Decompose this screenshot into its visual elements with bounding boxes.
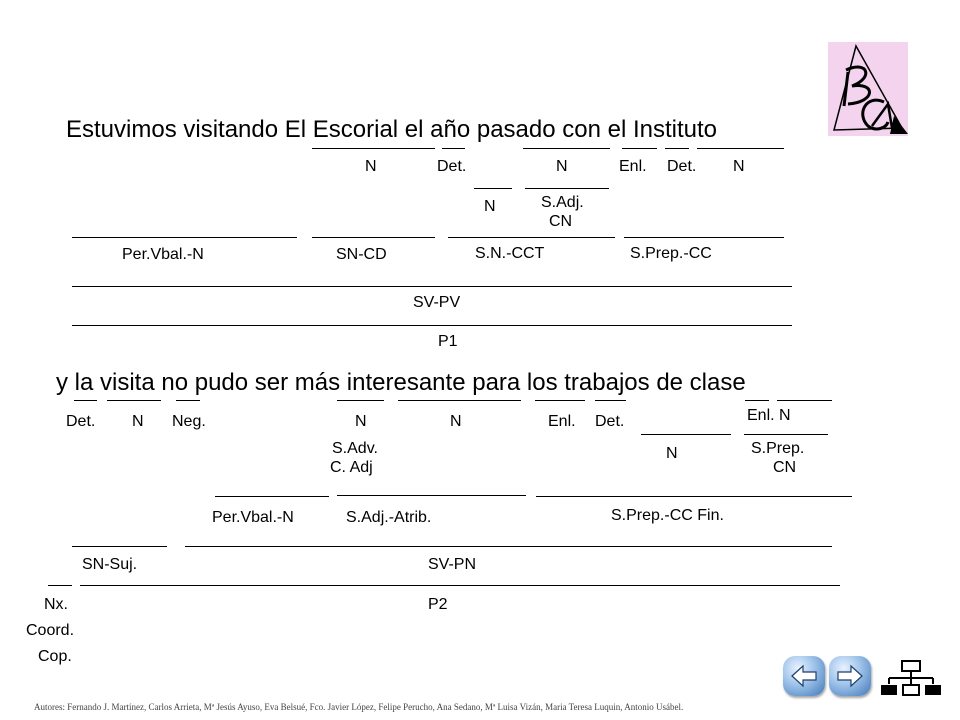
underline <box>312 148 435 149</box>
label-sadj-atrib: S.Adj.-Atrib. <box>346 509 432 526</box>
underline <box>523 148 610 149</box>
label-det: Det. <box>437 158 467 175</box>
underline <box>48 585 72 586</box>
tree-diagram-icon <box>878 660 944 700</box>
label-cop: Cop. <box>38 648 72 665</box>
underline <box>697 148 784 149</box>
label-sn-suj: SN-Suj. <box>82 556 138 573</box>
label-per-vbal: Per.Vbal.-N <box>122 246 204 263</box>
label-sprep-cc-fin: S.Prep.-CC Fin. <box>611 507 724 524</box>
underline <box>185 546 832 547</box>
label-enl: Enl. <box>548 413 576 430</box>
underline <box>448 237 615 238</box>
underline <box>745 400 769 401</box>
label-p2: P2 <box>428 596 448 613</box>
underline <box>624 237 784 238</box>
underline <box>474 188 512 189</box>
underline <box>215 496 329 497</box>
back-button[interactable] <box>783 656 825 696</box>
label-cn: CN <box>549 213 573 230</box>
label-sv-pn: SV-PN <box>428 556 477 573</box>
underline <box>74 400 97 401</box>
underline <box>72 325 792 326</box>
label-sprep: S.Prep. <box>751 440 805 457</box>
underline <box>398 400 521 401</box>
underline <box>536 496 852 497</box>
label-nx: Nx. <box>44 596 68 613</box>
credits: Autores: Fernando J. Martínez, Carlos Arrieta, Mª Jesús Ayuso, Eva Belsué, Fco. Javier López, Felipe Perucho, Ana Sedano, Mª Luisa Vizán, Maria Teresa Luquin, Antonio Usábel. <box>34 702 684 712</box>
underline <box>744 434 828 435</box>
underline <box>72 546 167 547</box>
sentence-1: Estuvimos visitando El Escorial el año pasado con el Instituto <box>66 116 718 143</box>
label-neg: Neg. <box>172 413 206 430</box>
index-button[interactable] <box>878 660 944 700</box>
label-cn: CN <box>773 459 797 476</box>
underline <box>80 585 840 586</box>
label-c-adj: C. Adj <box>330 459 373 476</box>
label-n: N <box>484 198 496 215</box>
label-n: N <box>733 158 745 175</box>
label-n: N <box>556 158 568 175</box>
underline <box>641 434 731 435</box>
label-p1: P1 <box>438 333 458 350</box>
label-sadv: S.Adv. <box>332 440 378 457</box>
label-enl-n: Enl. N <box>747 407 791 424</box>
underline <box>312 237 435 238</box>
underline <box>442 148 465 149</box>
underline <box>535 400 585 401</box>
underline <box>595 400 626 401</box>
underline <box>176 400 200 401</box>
back-arrow-icon <box>783 656 825 696</box>
label-det: Det. <box>667 158 697 175</box>
label-sprep-cc: S.Prep.-CC <box>630 245 712 262</box>
sentence-2: y la visita no pudo ser más interesante para los trabajos de clase <box>56 369 746 396</box>
underline <box>107 400 161 401</box>
label-det: Det. <box>595 413 625 430</box>
label-coord: Coord. <box>26 622 75 639</box>
underline <box>525 188 609 189</box>
forward-button[interactable] <box>829 656 871 696</box>
label-sv-pv: SV-PV <box>413 294 461 311</box>
forward-arrow-icon <box>829 656 871 696</box>
underline <box>622 148 657 149</box>
label-per-vbal: Per.Vbal.-N <box>212 509 294 526</box>
underline <box>665 148 689 149</box>
label-n: N <box>666 445 678 462</box>
label-sn-cd: SN-CD <box>336 246 387 263</box>
label-n: N <box>450 413 462 430</box>
underline <box>337 495 526 496</box>
underline <box>777 400 832 401</box>
label-sadj: S.Adj. <box>541 194 584 211</box>
underline <box>72 237 297 238</box>
underline <box>72 286 792 287</box>
label-sn-cct: S.N.-CCT <box>475 245 545 262</box>
label-n: N <box>132 413 144 430</box>
label-det: Det. <box>66 413 96 430</box>
label-n: N <box>355 413 367 430</box>
label-n: N <box>365 158 377 175</box>
logo-icon <box>828 42 908 136</box>
label-enl: Enl. <box>619 158 647 175</box>
underline <box>337 400 384 401</box>
